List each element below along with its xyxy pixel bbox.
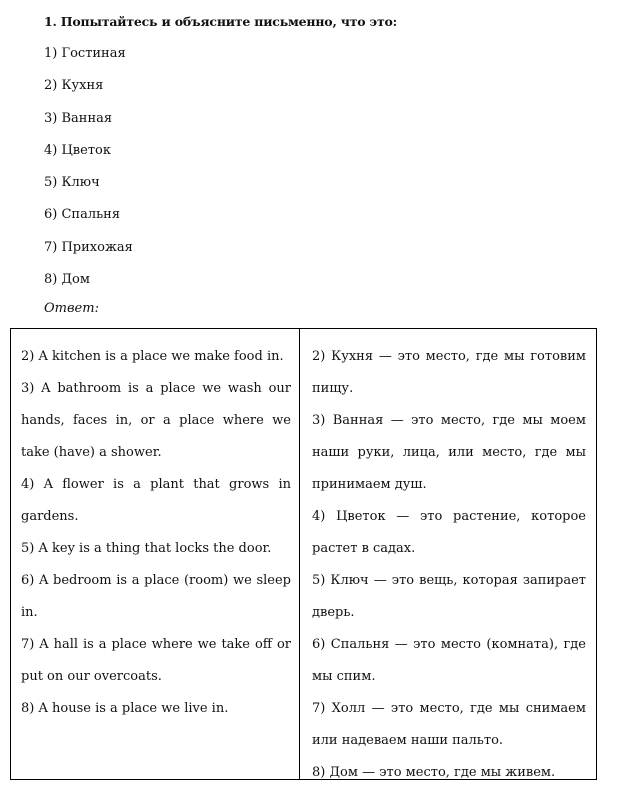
russian-answer-2: 2) Кухня — это место, где мы готовим пищу. xyxy=(312,349,586,396)
russian-answer-5: 5) Ключ — это вещь, которая запирает дверь. xyxy=(312,573,586,620)
english-answer-7: 7) A hall is a place where we take off or put on our overcoats. xyxy=(21,637,291,684)
english-column xyxy=(11,329,300,779)
word-item-8: 8) Дом xyxy=(44,272,90,288)
english-answer-2: 2) A kitchen is a place we make food in. xyxy=(21,349,284,364)
answer-table xyxy=(10,328,597,780)
word-item-1: 1) Гостиная xyxy=(44,46,126,61)
russian-answer-3: 3) Ванная — это место, где мы моем наши руки, лица, или место, где мы принимаем душ. xyxy=(312,413,586,492)
russian-answer-6: 6) Спальня — это место (комната), где мы спим. xyxy=(312,637,586,684)
word-item-5: 5) Ключ xyxy=(44,175,100,191)
russian-answer-7: 7) Холл — это место, где мы снимаем или надеваем наши пальто. xyxy=(312,701,586,748)
english-answer-6: 6) A bedroom is a place (room) we sleep in. xyxy=(21,573,291,620)
word-item-6: 6) Спальня xyxy=(44,207,121,223)
word-list xyxy=(44,44,133,302)
english-answer-3: 3) A bathroom is a place we wash our hands, faces in, or a place where we take (have) a shower. xyxy=(21,381,291,460)
english-answer-4: 4) A flower is a plant that grows in gardens. xyxy=(21,477,291,524)
english-answer-8: 8) A house is a place we live in. xyxy=(21,701,229,716)
task-title: 1. Попытайтесь и объясните письменно, что это: xyxy=(44,14,398,29)
word-item-3: 3) Ванная xyxy=(44,110,113,126)
word-item-7: 7) Прихожая xyxy=(44,239,133,255)
word-item-2: 2) Кухня xyxy=(44,78,104,94)
answer-label: Ответ: xyxy=(44,301,99,316)
russian-answer-8: 8) Дом — это место, где мы живем. xyxy=(312,765,556,779)
word-item-4: 4) Цветок xyxy=(44,142,111,158)
english-answer-5: 5) A key is a thing that locks the door. xyxy=(21,541,272,556)
russian-column xyxy=(300,329,596,779)
russian-answer-4: 4) Цветок — это растение, которое растет в садах. xyxy=(312,509,586,556)
